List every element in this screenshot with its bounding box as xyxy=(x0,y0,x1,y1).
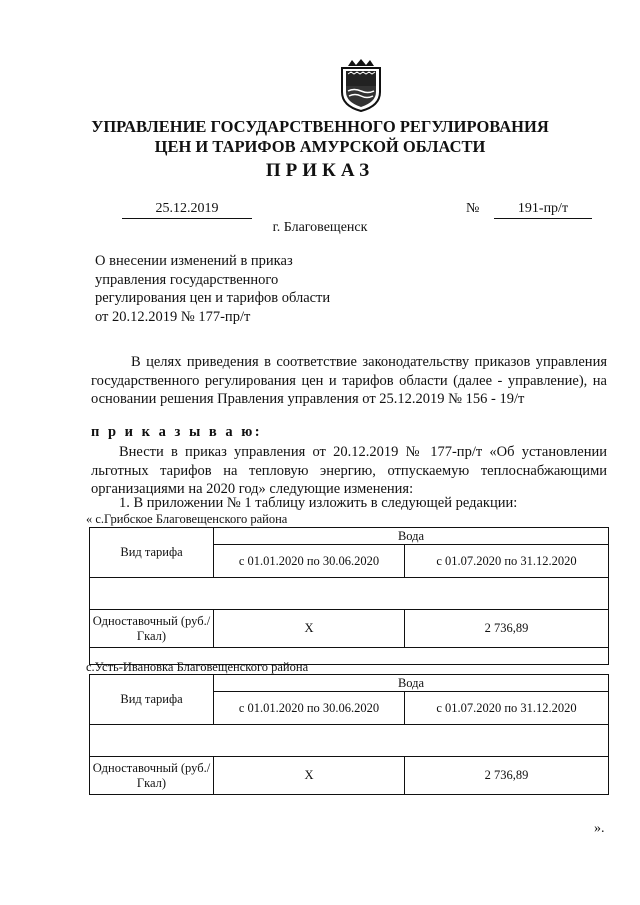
tariff-type-header: Вид тарифа xyxy=(90,528,214,578)
document-type-title: ПРИКАЗ xyxy=(265,160,375,181)
row-label-single-rate: Одноставочный (руб./Гкал) xyxy=(90,757,214,795)
city-name: г. Благовещенск xyxy=(272,220,368,235)
tariff-type-header: Вид тарифа xyxy=(90,675,214,725)
water-header: Вода xyxy=(214,528,609,545)
amendment-paragraph: Внести в приказ управления от 20.12.2019 № 177-пр/т «Об установлении льготных тарифов на тепловую энергию, отпускаемую теплоснабжающими организациями на 2020 год» следующие изменения: xyxy=(91,444,607,497)
row-label-single-rate: Одноставочный (руб./Гкал) xyxy=(90,610,214,648)
value-period-2: 2 736,89 xyxy=(405,610,609,648)
order-word: п р и к а з ы в а ю: xyxy=(91,424,263,440)
value-period-2: 2 736,89 xyxy=(405,757,609,795)
item-1-paragraph: 1. В приложении № 1 таблицу изложить в следующей редакции: xyxy=(119,495,518,511)
table-1-title: « с.Грибское Благовещенского района xyxy=(86,512,288,526)
water-header: Вода xyxy=(214,675,609,692)
table-2-title: с.Усть-Ивановка Благовещенского района xyxy=(86,660,309,674)
organization-name-line2: ЦЕН И ТАРИФОВ АМУРСКОЙ ОБЛАСТИ xyxy=(154,137,486,156)
organization-name-line1: УПРАВЛЕНИЕ ГОСУДАРСТВЕННОГО РЕГУЛИРОВАНИЯ xyxy=(91,117,549,136)
empty-row xyxy=(90,578,609,610)
preamble-paragraph: В целях приведения в соответствие законодательству приказов управления государственного регулирования цен и тарифов области (далее - управление), на основании решения Правления управления от 25.12.2019 № 156 - 19/т xyxy=(91,354,607,407)
number-sign: № xyxy=(466,201,480,216)
period-1-header: с 01.01.2020 по 30.06.2020 xyxy=(214,692,405,725)
value-period-1: Х xyxy=(214,610,405,648)
order-date: 25.12.2019 xyxy=(122,201,252,219)
order-subject: О внесении изменений в приказ управления государственного регулирования цен и тарифов области от 20.12.2019 № 177-пр/т xyxy=(95,253,331,325)
tariff-table-1 xyxy=(89,527,609,665)
closing-quote: ». xyxy=(594,821,605,836)
coat-of-arms-emblem-icon xyxy=(338,58,384,112)
period-1-header: с 01.01.2020 по 30.06.2020 xyxy=(214,545,405,578)
empty-row xyxy=(90,725,609,757)
tariff-table-2 xyxy=(89,674,609,795)
value-period-1: Х xyxy=(214,757,405,795)
period-2-header: с 01.07.2020 по 31.12.2020 xyxy=(405,692,609,725)
order-number: 191-пр/т xyxy=(494,201,592,219)
period-2-header: с 01.07.2020 по 31.12.2020 xyxy=(405,545,609,578)
